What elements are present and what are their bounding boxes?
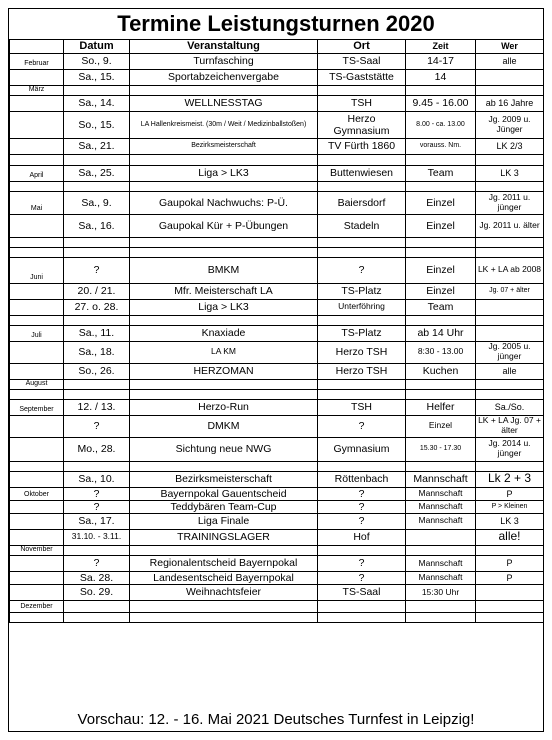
table-row	[10, 500, 544, 513]
cell-monat	[10, 69, 64, 85]
table-row	[10, 299, 544, 315]
cell-veranstaltung	[130, 379, 318, 389]
cell-datum: ?	[64, 257, 130, 283]
cell-ort: Gymnasium	[318, 437, 406, 461]
cell-datum	[64, 237, 130, 247]
cell-zeit: Helfer	[406, 399, 476, 415]
cell-zeit	[406, 545, 476, 555]
cell-datum	[64, 315, 130, 325]
cell-zeit: Team	[406, 165, 476, 181]
cell-veranstaltung	[130, 181, 318, 191]
cell-ort: Herzo TSH	[318, 341, 406, 363]
cell-zeit	[406, 247, 476, 257]
cell-monat: November	[10, 545, 64, 555]
table-row	[10, 341, 544, 363]
cell-zeit: 15:30 Uhr	[406, 584, 476, 600]
cell-veranstaltung: DMKM	[130, 415, 318, 437]
cell-monat	[10, 500, 64, 513]
cell-monat	[10, 513, 64, 529]
cell-datum	[64, 461, 130, 471]
cell-ort	[318, 612, 406, 622]
table-row	[10, 529, 544, 545]
cell-veranstaltung: Knaxiade	[130, 325, 318, 341]
cell-zeit: 15.30 - 17.30	[406, 437, 476, 461]
cell-datum: Sa., 16.	[64, 214, 130, 237]
cell-veranstaltung: Herzo-Run	[130, 399, 318, 415]
cell-veranstaltung: Sportabzeichenvergabe	[130, 69, 318, 85]
cell-monat	[10, 584, 64, 600]
cell-zeit: Einzel	[406, 415, 476, 437]
cell-zeit	[406, 379, 476, 389]
cell-monat: Dezember	[10, 600, 64, 612]
header-veranstaltung: Veranstaltung	[130, 40, 318, 54]
cell-monat: Juli	[10, 325, 64, 341]
cell-monat	[10, 315, 64, 325]
cell-datum: Sa., 9.	[64, 191, 130, 214]
cell-datum: Sa., 18.	[64, 341, 130, 363]
footer-note: Vorschau: 12. - 16. Mai 2021 Deutsches Turnfest in Leipzig!	[77, 711, 475, 728]
cell-monat: Mai	[10, 191, 64, 214]
cell-monat: August	[10, 379, 64, 389]
cell-datum: ?	[64, 487, 130, 500]
cell-datum: 20. / 21.	[64, 283, 130, 299]
cell-datum	[64, 545, 130, 555]
cell-zeit: ab 14 Uhr	[406, 325, 476, 341]
schedule-table	[9, 39, 544, 623]
page-title: Termine Leistungsturnen 2020	[117, 11, 435, 36]
table-row	[10, 85, 544, 95]
cell-ort: TS-Platz	[318, 325, 406, 341]
table-row	[10, 257, 544, 283]
table-row	[10, 53, 544, 69]
table-row	[10, 437, 544, 461]
table-row	[10, 513, 544, 529]
cell-ort: TS-Platz	[318, 283, 406, 299]
cell-wer: P	[476, 555, 544, 571]
cell-wer	[476, 461, 544, 471]
cell-ort: Buttenwiesen	[318, 165, 406, 181]
cell-zeit: Einzel	[406, 214, 476, 237]
cell-monat	[10, 299, 64, 315]
cell-ort: TS-Saal	[318, 53, 406, 69]
cell-wer	[476, 181, 544, 191]
cell-zeit: 8:30 - 13.00	[406, 341, 476, 363]
cell-wer: P	[476, 571, 544, 584]
cell-ort: ?	[318, 415, 406, 437]
cell-veranstaltung	[130, 612, 318, 622]
cell-wer	[476, 315, 544, 325]
cell-wer: alle	[476, 363, 544, 379]
cell-wer	[476, 325, 544, 341]
cell-datum: ?	[64, 555, 130, 571]
cell-zeit	[406, 612, 476, 622]
cell-ort: Herzo TSH	[318, 363, 406, 379]
cell-monat	[10, 529, 64, 545]
cell-veranstaltung: TRAININGSLAGER	[130, 529, 318, 545]
cell-zeit: Mannschaft	[406, 555, 476, 571]
cell-veranstaltung: LA KM	[130, 341, 318, 363]
cell-datum: Mo., 28.	[64, 437, 130, 461]
cell-ort	[318, 379, 406, 389]
table-row	[10, 95, 544, 111]
table-row	[10, 571, 544, 584]
cell-monat	[10, 111, 64, 138]
cell-ort: Herzo Gymnasium	[318, 111, 406, 138]
cell-veranstaltung: Regionalentscheid Bayernpokal	[130, 555, 318, 571]
cell-veranstaltung: Turnfasching	[130, 53, 318, 69]
table-row	[10, 389, 544, 399]
cell-ort	[318, 600, 406, 612]
cell-datum: 27. o. 28.	[64, 299, 130, 315]
cell-datum	[64, 612, 130, 622]
cell-ort	[318, 237, 406, 247]
cell-monat	[10, 437, 64, 461]
cell-veranstaltung	[130, 600, 318, 612]
cell-veranstaltung: Weihnachtsfeier	[130, 584, 318, 600]
cell-wer: alle!	[476, 529, 544, 545]
cell-wer	[476, 237, 544, 247]
cell-datum: So., 9.	[64, 53, 130, 69]
table-row	[10, 471, 544, 487]
cell-monat	[10, 154, 64, 165]
cell-zeit: Mannschaft	[406, 513, 476, 529]
cell-datum	[64, 85, 130, 95]
table-header-row	[10, 40, 544, 54]
cell-wer: Jg. 2005 u. jünger	[476, 341, 544, 363]
cell-wer: Jg. 2009 u. Jünger	[476, 111, 544, 138]
table-row	[10, 237, 544, 247]
cell-monat	[10, 461, 64, 471]
cell-veranstaltung	[130, 389, 318, 399]
cell-wer	[476, 545, 544, 555]
cell-zeit: 8.00 - ca. 13.00	[406, 111, 476, 138]
cell-datum: 31.10. - 3.11.	[64, 529, 130, 545]
cell-zeit: Kuchen	[406, 363, 476, 379]
cell-veranstaltung	[130, 315, 318, 325]
table-row	[10, 584, 544, 600]
cell-zeit: Einzel	[406, 257, 476, 283]
cell-wer: alle	[476, 53, 544, 69]
table-row	[10, 181, 544, 191]
cell-datum: So. 29.	[64, 584, 130, 600]
cell-monat	[10, 341, 64, 363]
cell-veranstaltung: Bezirksmeisterschaft	[130, 138, 318, 154]
cell-veranstaltung: BMKM	[130, 257, 318, 283]
cell-wer	[476, 247, 544, 257]
cell-monat	[10, 214, 64, 237]
cell-wer	[476, 299, 544, 315]
cell-ort	[318, 181, 406, 191]
cell-datum: Sa., 17.	[64, 513, 130, 529]
cell-ort: ?	[318, 257, 406, 283]
cell-ort: Röttenbach	[318, 471, 406, 487]
cell-veranstaltung: WELLNESSTAG	[130, 95, 318, 111]
cell-veranstaltung: Gaupokal Kür + P-Übungen	[130, 214, 318, 237]
cell-veranstaltung: Bayernpokal Gauentscheid	[130, 487, 318, 500]
cell-ort: Baiersdorf	[318, 191, 406, 214]
cell-monat	[10, 95, 64, 111]
table-row	[10, 283, 544, 299]
table-row	[10, 214, 544, 237]
header-wer: Wer	[476, 40, 544, 54]
cell-wer: ab 16 Jahre	[476, 95, 544, 111]
cell-zeit	[406, 237, 476, 247]
cell-veranstaltung: Sichtung neue NWG	[130, 437, 318, 461]
cell-zeit	[406, 85, 476, 95]
cell-wer: Lk 2 + 3	[476, 471, 544, 487]
cell-zeit: 14-17	[406, 53, 476, 69]
cell-veranstaltung	[130, 461, 318, 471]
cell-zeit	[406, 461, 476, 471]
cell-datum: So., 15.	[64, 111, 130, 138]
cell-monat	[10, 612, 64, 622]
cell-monat	[10, 138, 64, 154]
cell-veranstaltung: Mfr. Meisterschaft LA	[130, 283, 318, 299]
cell-monat	[10, 363, 64, 379]
cell-zeit	[406, 315, 476, 325]
header-datum: Datum	[64, 40, 130, 54]
cell-zeit	[406, 600, 476, 612]
header-zeit: Zeit	[406, 40, 476, 54]
cell-veranstaltung: HERZOMAN	[130, 363, 318, 379]
cell-veranstaltung	[130, 247, 318, 257]
cell-veranstaltung: Liga > LK3	[130, 165, 318, 181]
cell-veranstaltung	[130, 154, 318, 165]
cell-ort: TSH	[318, 399, 406, 415]
cell-zeit	[406, 389, 476, 399]
cell-datum	[64, 181, 130, 191]
table-row	[10, 191, 544, 214]
table-row	[10, 69, 544, 85]
cell-wer: LK + LA ab 2008	[476, 257, 544, 283]
cell-zeit: Team	[406, 299, 476, 315]
cell-wer	[476, 85, 544, 95]
cell-zeit: Mannschaft	[406, 500, 476, 513]
cell-ort	[318, 389, 406, 399]
cell-zeit: Mannschaft	[406, 487, 476, 500]
cell-wer	[476, 600, 544, 612]
cell-monat: Oktober	[10, 487, 64, 500]
cell-wer: Sa./So.	[476, 399, 544, 415]
cell-zeit: Mannschaft	[406, 571, 476, 584]
table-row	[10, 612, 544, 622]
cell-wer: LK 3	[476, 165, 544, 181]
cell-ort: ?	[318, 571, 406, 584]
cell-wer: LK 2/3	[476, 138, 544, 154]
cell-wer: Jg. 2011 u. älter	[476, 214, 544, 237]
cell-zeit	[406, 181, 476, 191]
cell-ort: TV Fürth 1860	[318, 138, 406, 154]
cell-datum	[64, 379, 130, 389]
cell-monat	[10, 237, 64, 247]
cell-datum: So., 26.	[64, 363, 130, 379]
cell-zeit	[406, 154, 476, 165]
cell-monat: Juni	[10, 257, 64, 283]
cell-monat: März	[10, 85, 64, 95]
cell-datum	[64, 389, 130, 399]
schedule-sheet	[8, 8, 544, 732]
cell-veranstaltung: Gaupokal Nachwuchs: P-Ü.	[130, 191, 318, 214]
cell-ort: ?	[318, 555, 406, 571]
cell-datum	[64, 154, 130, 165]
cell-monat: September	[10, 399, 64, 415]
cell-ort	[318, 315, 406, 325]
table-row	[10, 415, 544, 437]
cell-wer	[476, 69, 544, 85]
cell-wer: P	[476, 487, 544, 500]
cell-monat	[10, 555, 64, 571]
cell-datum: ?	[64, 500, 130, 513]
cell-wer	[476, 612, 544, 622]
cell-ort: TS-Gaststätte	[318, 69, 406, 85]
cell-veranstaltung: Bezirksmeisterschaft	[130, 471, 318, 487]
cell-veranstaltung	[130, 545, 318, 555]
cell-zeit: 9.45 - 16.00	[406, 95, 476, 111]
table-row	[10, 487, 544, 500]
table-row	[10, 247, 544, 257]
cell-monat	[10, 247, 64, 257]
cell-datum: Sa., 15.	[64, 69, 130, 85]
cell-ort	[318, 545, 406, 555]
cell-wer	[476, 389, 544, 399]
cell-wer: Jg. 2011 u. jünger	[476, 191, 544, 214]
cell-datum: Sa., 14.	[64, 95, 130, 111]
cell-wer	[476, 154, 544, 165]
cell-wer: Jg. 07 + älter	[476, 283, 544, 299]
table-row	[10, 325, 544, 341]
cell-zeit: 14	[406, 69, 476, 85]
cell-ort: Stadeln	[318, 214, 406, 237]
cell-datum: Sa. 28.	[64, 571, 130, 584]
cell-datum: 12. / 13.	[64, 399, 130, 415]
cell-ort: ?	[318, 487, 406, 500]
cell-datum: Sa., 11.	[64, 325, 130, 341]
table-row	[10, 555, 544, 571]
cell-datum	[64, 600, 130, 612]
cell-ort: TSH	[318, 95, 406, 111]
cell-veranstaltung: Liga > LK3	[130, 299, 318, 315]
cell-monat	[10, 181, 64, 191]
cell-zeit: vorauss. Nm.	[406, 138, 476, 154]
cell-datum: ?	[64, 415, 130, 437]
cell-veranstaltung	[130, 85, 318, 95]
cell-wer: LK 3	[476, 513, 544, 529]
cell-ort: Hof	[318, 529, 406, 545]
cell-datum: Sa., 10.	[64, 471, 130, 487]
cell-datum: Sa., 25.	[64, 165, 130, 181]
header-ort: Ort	[318, 40, 406, 54]
table-row	[10, 111, 544, 138]
cell-monat: Februar	[10, 53, 64, 69]
cell-ort	[318, 461, 406, 471]
cell-ort	[318, 154, 406, 165]
cell-zeit: Mannschaft	[406, 471, 476, 487]
cell-monat	[10, 571, 64, 584]
cell-zeit: Einzel	[406, 191, 476, 214]
cell-zeit	[406, 529, 476, 545]
header-monat	[10, 40, 64, 54]
table-row	[10, 600, 544, 612]
table-row	[10, 154, 544, 165]
cell-wer	[476, 379, 544, 389]
cell-veranstaltung: Landesentscheid Bayernpokal	[130, 571, 318, 584]
table-row	[10, 379, 544, 389]
table-row	[10, 315, 544, 325]
cell-datum	[64, 247, 130, 257]
cell-ort	[318, 247, 406, 257]
cell-wer: LK + LA Jg. 07 + älter	[476, 415, 544, 437]
table-row	[10, 461, 544, 471]
cell-veranstaltung	[130, 237, 318, 247]
cell-ort: ?	[318, 513, 406, 529]
cell-ort: TS-Saal	[318, 584, 406, 600]
cell-wer	[476, 584, 544, 600]
cell-monat	[10, 283, 64, 299]
cell-veranstaltung: Teddybären Team-Cup	[130, 500, 318, 513]
table-row	[10, 399, 544, 415]
cell-veranstaltung: LA Hallenkreismeist. (30m / Weit / Medizinballstoßen)	[130, 111, 318, 138]
table-row	[10, 363, 544, 379]
table-row	[10, 165, 544, 181]
cell-datum: Sa., 21.	[64, 138, 130, 154]
cell-veranstaltung: Liga Finale	[130, 513, 318, 529]
cell-zeit: Einzel	[406, 283, 476, 299]
cell-wer: Jg. 2014 u. jünger	[476, 437, 544, 461]
cell-ort	[318, 85, 406, 95]
table-row	[10, 545, 544, 555]
cell-monat: April	[10, 165, 64, 181]
cell-monat	[10, 471, 64, 487]
cell-monat	[10, 389, 64, 399]
cell-ort: Unterföhring	[318, 299, 406, 315]
table-row	[10, 138, 544, 154]
cell-ort: ?	[318, 500, 406, 513]
cell-monat	[10, 415, 64, 437]
cell-wer: P > Kleinen	[476, 500, 544, 513]
